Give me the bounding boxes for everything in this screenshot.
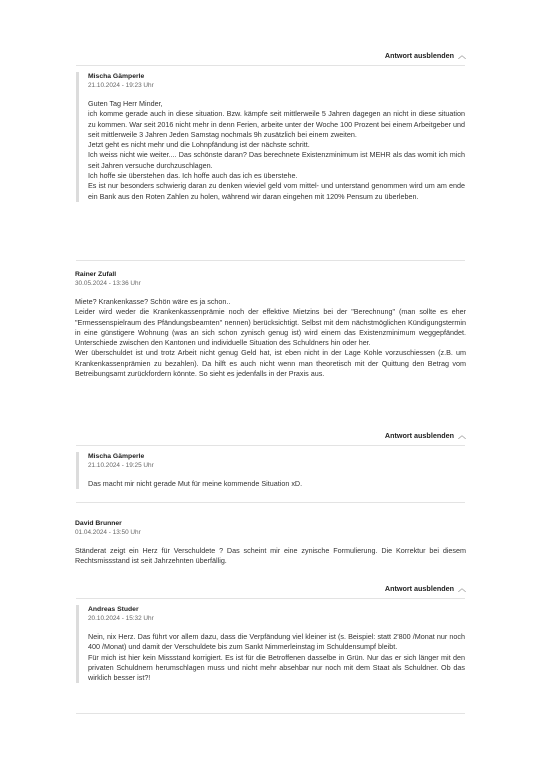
- comment-author: Rainer Zufall: [75, 271, 117, 278]
- chevron-up-icon: ︿: [458, 431, 466, 440]
- reply: [76, 605, 465, 683]
- reply-paragraph: Ich hoffe sie überstehen das. Ich hoffe auch das ich es überstehe.: [88, 171, 298, 181]
- reply-date: 21.10.2024 - 19:23 Uhr: [88, 82, 154, 89]
- reply-paragraph: Es ist nur besonders schwierig daran zu denken wieviel geld vom mittel- und unterstand genommen wird um am ende ein Bank aus den Roten Zahlen zu holen, während wir daran eingehen mit 120% Pensum zu überleben.: [88, 181, 465, 201]
- divider: [76, 713, 465, 714]
- reply-date: 20.10.2024 - 15:32 Uhr: [88, 615, 154, 622]
- hide-replies-button[interactable]: [75, 430, 466, 441]
- comment-date: 01.04.2024 - 13:50 Uhr: [75, 529, 141, 536]
- reply-paragraph: Das macht mir nicht gerade Mut für meine kommende Situation xD.: [88, 479, 303, 488]
- hide-replies-button[interactable]: [75, 583, 466, 594]
- chevron-up-icon: ︿: [458, 51, 466, 60]
- reply-date: 21.10.2024 - 19:25 Uhr: [88, 462, 154, 469]
- hide-replies-label: Antwort ausblenden: [384, 51, 454, 60]
- comment-author: David Brunner: [75, 520, 122, 527]
- comment-paragraph: Ständerat zeigt ein Herz für Verschuldete ? Das scheint mir eine zynische Formulierung. Die Korrektur bei diesem Rechtsmissstand ist seit Jahrzehnten überfällig.: [75, 546, 466, 566]
- hide-replies-label: Antwort ausblenden: [384, 431, 454, 440]
- comment-paragraph: Wer überschuldet ist und trotz Arbeit nicht genug Geld hat, ist eben nicht in der Lage Kohle vorzuschiessen (z.B. um Krankenkassenprämien zu bezahlen). Da hilft es auch nicht wenn man theoretisch mit der Quittung den Betrag vom Betreibungsamt zurückfordern könnte. So sieht es jedenfalls in der Praxis aus.: [75, 348, 466, 379]
- comment-paragraph: Miete? Krankenkasse? Schön wäre es ja schon..: [75, 297, 231, 306]
- divider: [76, 65, 465, 66]
- divider: [76, 598, 465, 599]
- comment-body: [75, 297, 466, 379]
- comment: [75, 519, 466, 567]
- reply-author: Mischa Gämperle: [88, 73, 145, 80]
- reply-body: [88, 99, 465, 202]
- comment-date: 30.05.2024 - 13:36 Uhr: [75, 280, 141, 287]
- reply-author: Andreas Studer: [88, 606, 139, 613]
- reply-author: Mischa Gämperle: [88, 453, 145, 460]
- reply-body: [88, 479, 465, 489]
- reply-paragraph: ich komme gerade auch in diese situation. Bzw. kämpfe seit mittlerweile 5 Jahren dagegen an nicht in diese situation zu kommen. War seit 2016 nicht mehr in denn Ferien, arbeite unter der Woche 100 Prozent bei einem Arbeitgeber und seit mittlerweile 3 Jahren Jeden Samstag nochmals 9h zusätzlich bei einem zweiten.: [88, 109, 465, 139]
- reply-body: [88, 632, 465, 683]
- reply-paragraph: Nein, nix Herz. Das führt vor allem dazu, dass die Verpfändung viel kleiner ist (s. Beispiel: statt 2'800 /Monat nur noch 400 /Monat) und damit der Verschuldete bis zum Sankt Nimmerleinstag im Schuldensumpf bleibt.: [88, 632, 465, 652]
- reply-paragraph: Jetzt geht es nicht mehr und die Lohnpfändung ist der nächste schritt.: [88, 140, 310, 150]
- divider: [76, 445, 465, 446]
- hide-replies-button[interactable]: [75, 50, 466, 61]
- chevron-up-icon: ︿: [458, 584, 466, 593]
- comment-body: [75, 546, 466, 567]
- divider: [76, 260, 465, 261]
- reply: [76, 452, 465, 489]
- reply: [76, 72, 465, 202]
- reply-paragraph: Guten Tag Herr Minder,: [88, 99, 163, 108]
- comment: [75, 270, 466, 379]
- divider: [76, 502, 465, 503]
- reply-paragraph: Ich weiss nicht wie weiter.... Das schönste daran? Das berechnete Existenzminimum ist MEHR als das womit ich mich seit Jahren versuche durchzuschlagen.: [88, 150, 465, 170]
- comment-paragraph: Leider wird weder die Krankenkassenprämie noch der effektive Mietzins bei der "Berechnung" (man sollte es eher "Ermessenspielraum des Pfändungsbeamten" nennen) berücksichtigt. Selbst mit dem nächstmöglichen Kündigungstermin in eine günstigere Wohnung (was an sich schon zynisch genug ist) wird einem das Existenzminimum weggepfändet. Unterschiede zwischen den Kantonen und individuelle Situation des Schuldners hin oder her.: [75, 307, 466, 348]
- hide-replies-label: Antwort ausblenden: [384, 584, 454, 593]
- reply-paragraph: Für mich ist hier kein Missstand korrigiert. Es ist für die Betroffenen dasselbe in Grün. Nur das er sich länger mit den privaten Schuldnern herumschlagen muss und nicht mehr absehbar nur noch mit dem Staat als Schuldner. Ob das wirklich besser ist?!: [88, 652, 465, 683]
